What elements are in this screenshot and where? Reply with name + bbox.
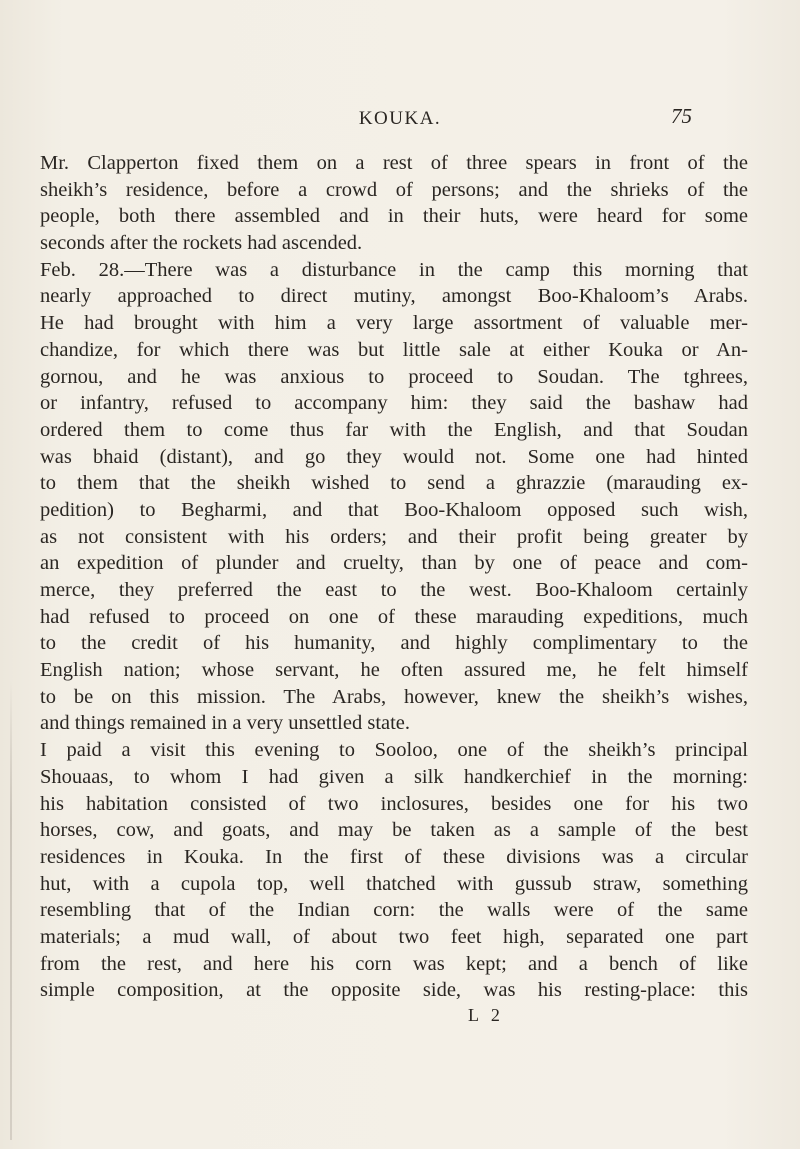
page-number: 75 xyxy=(671,104,692,128)
running-title: KOUKA. xyxy=(358,108,442,129)
text-line: Shouaas, to whom I had given a silk handkerchief in the morning: xyxy=(40,765,748,788)
text-line: materials; a mud wall, of about two feet high, separated one part xyxy=(40,925,748,948)
text-line: to the credit of his humanity, and highly complimentary to the xyxy=(40,632,748,655)
text-line: hut, with a cupola top, well thatched with gussub straw, something xyxy=(40,872,748,895)
text-line: ordered them to come thus far with the English, and that Soudan xyxy=(40,418,748,441)
text-line: people, both there assembled and in their huts, were heard for some xyxy=(40,205,748,228)
text-line: Feb. 28.—There was a disturbance in the camp this morning that xyxy=(40,258,748,281)
text-line: was bhaid (distant), and go they would not. Some one had hinted xyxy=(40,445,748,468)
text-line: sheikh’s residence, before a crowd of persons; and the shrieks of the xyxy=(40,178,748,201)
text-line: his habitation consisted of two inclosures, besides one for his two xyxy=(40,792,748,815)
text-line: simple composition, at the opposite side, was his resting-place: this xyxy=(40,979,748,1002)
text-line: or infantry, refused to accompany him: they said the bashaw had xyxy=(40,392,748,415)
body-text xyxy=(40,150,748,1004)
text-line: He had brought with him a very large assortment of valuable mer- xyxy=(40,312,748,335)
text-line: to them that the sheikh wished to send a ghrazzie (marauding ex- xyxy=(40,472,748,495)
text-line: Mr. Clapperton fixed them on a rest of three spears in front of the xyxy=(40,152,748,174)
text-line: as not consistent with his orders; and their profit being greater by xyxy=(40,525,748,548)
text-line: had refused to proceed on one of these marauding expeditions, much xyxy=(40,605,748,628)
text-line: chandize, for which there was but little sale at either Kouka or An- xyxy=(40,338,748,361)
text-line: from the rest, and here his corn was kept; and a bench of like xyxy=(40,952,748,975)
text-line: residences in Kouka. In the first of these divisions was a circular xyxy=(40,845,748,868)
text-line: seconds after the rockets had ascended. xyxy=(40,232,363,255)
text-line: an expedition of plunder and cruelty, than by one of peace and com- xyxy=(40,552,748,575)
text-line: I paid a visit this evening to Sooloo, one of the sheikh’s principal xyxy=(40,739,748,762)
text-line: gornou, and he was anxious to proceed to Soudan. The tghrees, xyxy=(40,365,748,388)
binding-shadow xyxy=(10,680,12,1140)
text-line: merce, they preferred the east to the west. Boo-Khaloom certainly xyxy=(40,579,748,601)
text-line: horses, cow, and goats, and may be taken as a sample of the best xyxy=(40,819,748,842)
text-line: pedition) to Begharmi, and that Boo-Khaloom opposed such wish, xyxy=(40,498,748,521)
text-line: English nation; whose servant, he often assured me, he felt himself xyxy=(40,659,748,682)
text-line: nearly approached to direct mutiny, amongst Boo-Khaloom’s Arabs. xyxy=(40,285,748,308)
text-line: to be on this mission. The Arabs, however, knew the sheikh’s wishes, xyxy=(40,685,748,708)
running-header xyxy=(40,104,760,134)
signature-mark: L 2 xyxy=(468,1005,504,1025)
text-line: and things remained in a very unsettled state. xyxy=(40,712,411,735)
text-line: resembling that of the Indian corn: the walls were of the same xyxy=(40,899,748,922)
